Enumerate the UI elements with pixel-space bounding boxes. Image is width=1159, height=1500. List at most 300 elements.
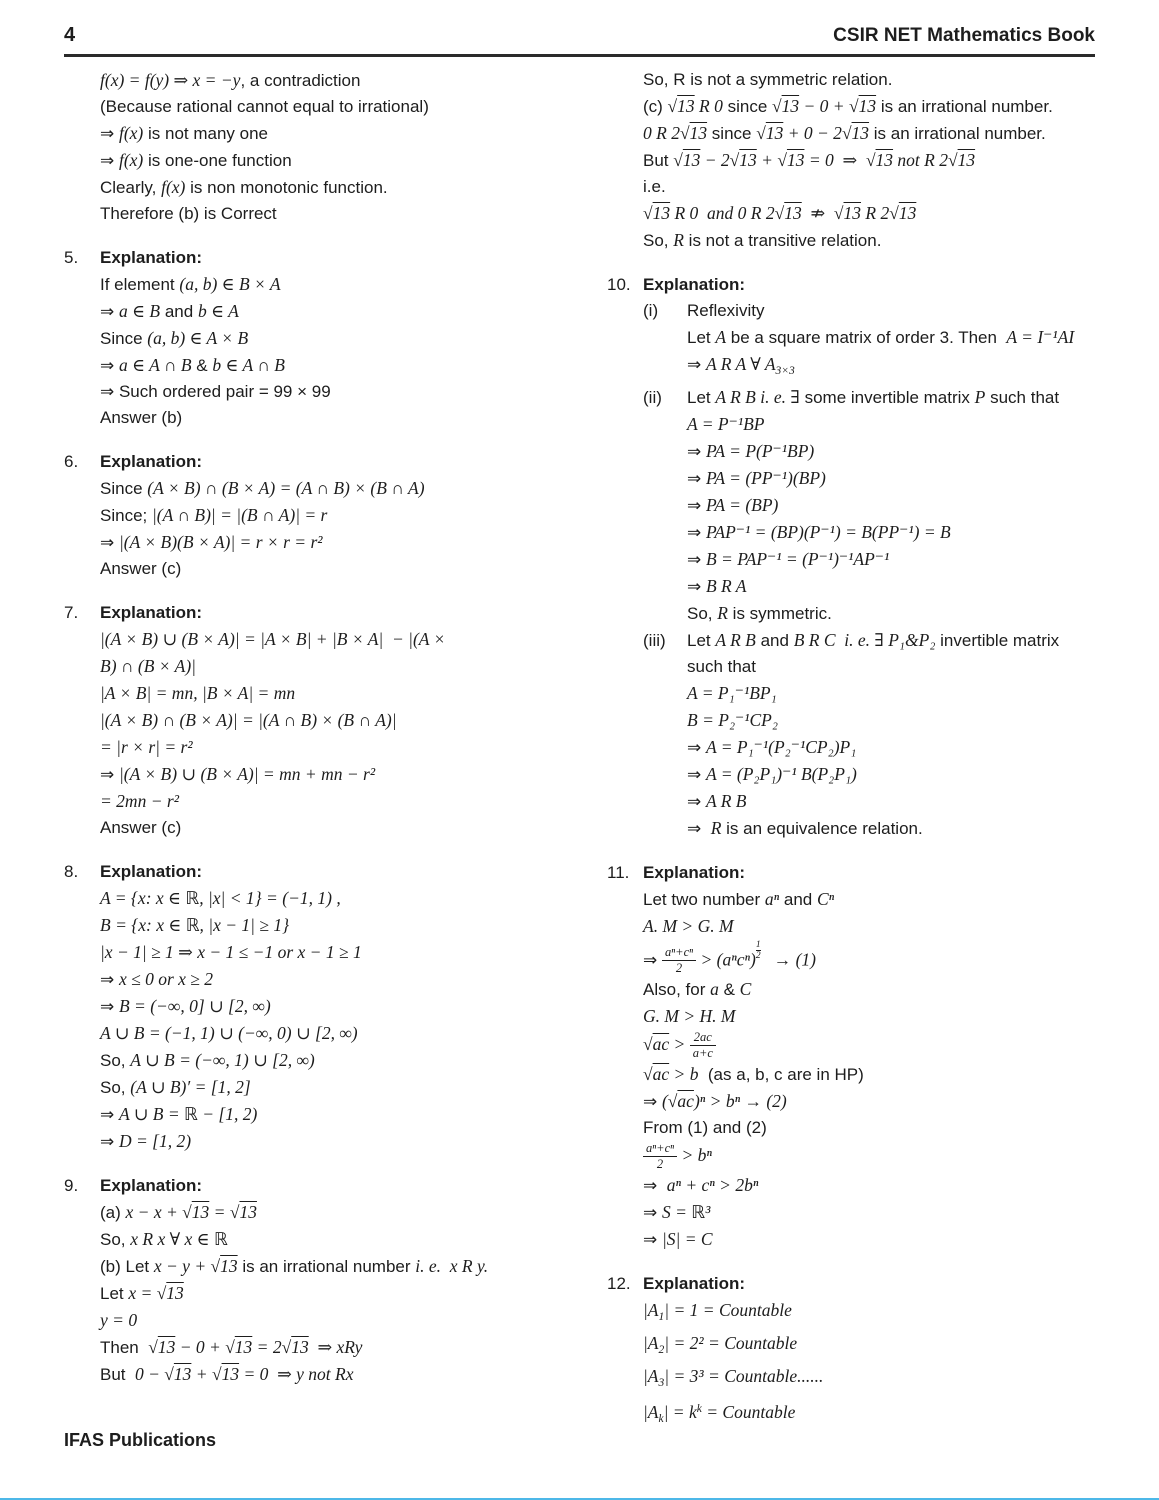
text-line xyxy=(643,976,1104,1003)
text-run: and xyxy=(779,890,817,909)
text-run: ⇒ xyxy=(643,1176,667,1196)
sqrt-radicand: 13 xyxy=(898,203,917,223)
fraction-denominator: 2 xyxy=(755,951,761,962)
sqrt-expression: √13 xyxy=(679,123,708,143)
math-run: b ∈ A ∩ B xyxy=(212,355,285,375)
text-line xyxy=(643,886,1104,913)
text-line xyxy=(100,405,561,431)
text-run: ⇒ xyxy=(687,442,706,461)
sqrt-radicand: 13 xyxy=(157,1337,176,1357)
math-run: | = 3³ = Countable...... xyxy=(664,1366,824,1387)
text-line xyxy=(100,815,561,841)
math-run: B = P₂⁻¹CP₂ xyxy=(687,710,778,730)
math-run: f(x) xyxy=(118,123,144,143)
math-run: y = 0 xyxy=(100,1310,138,1330)
math-run: = 2mn − r² xyxy=(100,791,179,811)
sqrt-expression: √13 xyxy=(281,1337,309,1357)
text-run: From (1) and (2) xyxy=(643,1118,767,1138)
text-run: is one-one function xyxy=(143,151,292,170)
text-line xyxy=(100,1101,561,1128)
math-run: (a, b) ∈ B × A xyxy=(179,274,281,294)
text-run: is an irrational number. xyxy=(876,97,1053,116)
text-line xyxy=(643,120,1104,147)
text-run: ⇒ xyxy=(687,550,706,569)
text-line xyxy=(643,1061,1104,1088)
text-line xyxy=(643,627,1104,654)
text-line xyxy=(643,1003,1104,1030)
math-run: x = xyxy=(128,1283,157,1303)
math-run: = 0 ⇒ xyxy=(804,150,866,170)
text-run: Let xyxy=(100,1284,129,1303)
sqrt-radicand: 13 xyxy=(677,96,695,116)
section-number: 11. xyxy=(607,863,630,882)
math-run: |(A × B) ∪ (B × A)| = |A × B| + |B × A| xyxy=(100,629,384,649)
item-label: (i) xyxy=(643,301,659,320)
math-run: A = {x: x ∈ ℝ, |x| < 1} = (−1, 1) , xyxy=(100,888,341,908)
text-line xyxy=(100,1226,561,1253)
text-line xyxy=(100,1334,561,1361)
two-column-content xyxy=(64,67,1095,1432)
math-run: > b xyxy=(669,1064,699,1085)
math-run: = xyxy=(209,1202,230,1222)
math-run: + 0 − 2 xyxy=(783,123,842,143)
continued-block xyxy=(607,67,1104,254)
math-run: = Countable xyxy=(701,1402,796,1423)
text-run: since xyxy=(722,97,772,116)
math-run: 0 R 2 xyxy=(643,123,680,143)
text-run: (c) xyxy=(643,97,668,116)
text-line xyxy=(643,1330,1104,1363)
text-line xyxy=(643,351,1104,384)
sqrt-radicand: 13 xyxy=(291,1337,309,1357)
section-number: 9. xyxy=(64,1176,79,1195)
fraction-numerator: aⁿ+cⁿ xyxy=(646,1141,675,1156)
text-run: ⇒ xyxy=(100,533,119,552)
text-run: Let xyxy=(687,631,716,650)
sqrt-expression: √13 xyxy=(833,203,862,223)
text-run: Let two number xyxy=(643,890,765,909)
math-run: A R B i. e. ∃ xyxy=(715,387,800,407)
math-run: x − y + xyxy=(153,1256,211,1276)
sqrt-radicand: 13 xyxy=(221,1364,240,1384)
math-run: Cⁿ xyxy=(816,889,835,909)
section-10 xyxy=(607,272,1104,842)
sqrt-radicand: 13 xyxy=(234,1337,253,1357)
sqrt-radicand: 13 xyxy=(851,123,870,143)
text-line xyxy=(100,379,561,405)
math-run: R xyxy=(710,818,722,838)
sqrt-radicand: 13 xyxy=(689,123,708,143)
math-run: > xyxy=(669,1034,690,1055)
text-run: such that xyxy=(687,657,756,676)
text-line xyxy=(100,1361,561,1388)
text-run: ⇒ xyxy=(100,997,119,1016)
text-run: invertible matrix xyxy=(935,631,1060,650)
section-6 xyxy=(64,449,561,582)
text-run: Answer (c) xyxy=(100,818,182,837)
sqrt-expression: √13 xyxy=(225,1337,253,1357)
section-body xyxy=(100,1173,561,1388)
sqrt-radicand: 13 xyxy=(875,150,894,170)
math-run: PA = P(P⁻¹BP) xyxy=(705,441,815,461)
text-line xyxy=(643,1030,1104,1061)
text-line xyxy=(100,1074,561,1101)
text-line xyxy=(643,384,1104,411)
text-line xyxy=(643,93,1104,120)
math-run: |S| = C xyxy=(661,1229,713,1250)
math-run: |x − 1| ≥ 1 ⇒ x − 1 ≤ −1 or x − 1 ≥ 1 xyxy=(100,942,362,962)
page-number: 4 xyxy=(64,24,76,46)
fraction-numerator: 1 xyxy=(755,940,761,950)
text-run: ⇒ xyxy=(100,151,119,170)
text-run: ⇒ xyxy=(100,970,119,989)
text-line xyxy=(100,1128,561,1155)
sqrt-radicand: 13 xyxy=(843,203,862,223)
math-run: + xyxy=(191,1364,212,1384)
text-run: since xyxy=(707,124,757,143)
text-run: So, xyxy=(643,231,674,250)
text-run: So, R is not a symmetric relation. xyxy=(643,70,893,89)
math-run: − |(A × xyxy=(383,629,446,649)
text-run: But xyxy=(100,1365,135,1384)
math-run: B = PAP⁻¹ = (P⁻¹)⁻¹AP⁻¹ xyxy=(705,549,890,569)
sqrt-radicand: ac xyxy=(652,1034,670,1055)
math-run: A ∪ B = (−∞, 1) ∪ [2, ∞) xyxy=(130,1050,315,1070)
text-line xyxy=(643,788,1104,815)
text-line xyxy=(100,707,561,734)
math-run: = 0 ⇒ y not Rx xyxy=(239,1364,354,1384)
section-heading: Explanation: xyxy=(100,1176,203,1195)
sqrt-radicand: 13 xyxy=(957,150,976,170)
text-line xyxy=(643,654,1104,680)
text-run: Answer (c) xyxy=(100,559,182,578)
section-number: 8. xyxy=(64,862,79,881)
text-run: But xyxy=(643,151,674,170)
text-line xyxy=(643,734,1104,761)
sqrt-radicand: 13 xyxy=(191,1202,210,1222)
math-run: |A xyxy=(643,1366,659,1387)
text-line xyxy=(643,940,1104,976)
subscript: 3 xyxy=(658,1377,665,1390)
math-run: R 2 xyxy=(861,203,890,223)
text-line xyxy=(643,1396,1104,1432)
text-line xyxy=(643,411,1104,438)
text-line xyxy=(100,912,561,939)
text-line xyxy=(100,734,561,761)
text-run: is non monotonic function. xyxy=(185,178,388,197)
sqrt-radicand: 13 xyxy=(784,203,802,223)
text-line xyxy=(100,1199,561,1226)
text-run: ⇒ xyxy=(643,1092,662,1112)
right-column xyxy=(607,67,1104,1432)
math-run: ( xyxy=(661,1091,668,1112)
text-run: ⇒ xyxy=(687,765,706,784)
section-heading: Explanation: xyxy=(100,862,203,881)
math-run: | = 2² = Countable xyxy=(664,1333,798,1354)
text-line xyxy=(100,1253,561,1280)
text-run: If element xyxy=(100,275,180,294)
math-run: A ∪ B = ℝ − [1, 2) xyxy=(118,1104,258,1124)
page-header xyxy=(64,0,1095,57)
text-run: & xyxy=(191,356,213,375)
subscript: 2 xyxy=(658,1344,665,1357)
math-run: C xyxy=(739,979,752,1000)
math-run: P xyxy=(974,387,986,407)
text-line xyxy=(100,761,561,788)
section-number: 7. xyxy=(64,603,79,622)
text-run: is not a transitive relation. xyxy=(683,231,882,250)
sqrt-expression: √13 xyxy=(182,1202,210,1222)
sqrt-expression: √13 xyxy=(848,96,877,116)
section-7 xyxy=(64,600,561,841)
text-line xyxy=(643,1297,1104,1330)
math-run: |(A × B) ∩ (B × A)| = |(A ∩ B) × (B ∩ A)| xyxy=(100,710,397,730)
text-run: (b) Let xyxy=(100,1257,154,1276)
section-number: 5. xyxy=(64,248,79,267)
text-line xyxy=(100,966,561,993)
text-run: is an equivalence relation. xyxy=(721,819,923,838)
section-body xyxy=(100,600,561,841)
math-run: A ∪ B = (−1, 1) ∪ (−∞, 0) ∪ [2, ∞) xyxy=(100,1023,358,1043)
math-run: f(x) xyxy=(161,177,186,197)
left-column xyxy=(64,67,561,1432)
sqrt-radicand: 13 xyxy=(781,96,800,116)
section-heading: Explanation: xyxy=(643,1274,746,1294)
text-line xyxy=(100,475,561,502)
text-run: ⇒ xyxy=(100,124,119,143)
math-run: ⇏ xyxy=(801,203,834,223)
text-run: ⇒ xyxy=(100,356,119,375)
text-run: Let xyxy=(687,388,716,407)
fraction-denominator: 2 xyxy=(643,1156,677,1172)
text-line xyxy=(100,1047,561,1074)
math-run: x R x ∀ x ∈ ℝ xyxy=(130,1229,228,1249)
math-run: not R 2 xyxy=(893,150,948,170)
text-run: ⇒ xyxy=(687,792,706,811)
sqrt-expression: √13 xyxy=(156,1283,184,1303)
text-run: is an irrational number xyxy=(237,1257,416,1276)
section-9 xyxy=(64,1173,561,1388)
text-line xyxy=(100,939,561,966)
section-body xyxy=(100,449,561,582)
math-run: |A × B| = mn, |B × A| = mn xyxy=(100,683,296,703)
math-run: G. M > H. M xyxy=(643,1006,736,1027)
text-run: ⇒ xyxy=(100,1105,119,1124)
math-run: A R B xyxy=(715,630,756,650)
math-run: a xyxy=(710,979,719,1000)
text-line xyxy=(643,600,1104,627)
math-run: A = P⁻¹BP xyxy=(687,414,765,434)
text-run: some invertible matrix xyxy=(799,388,975,407)
math-run: |(A ∩ B)| = |(B ∩ A)| = r xyxy=(151,505,328,525)
text-line xyxy=(643,1141,1104,1172)
text-line xyxy=(100,626,561,653)
sqrt-radicand: ac xyxy=(652,1064,670,1085)
sqrt-expression: √13 xyxy=(947,150,976,170)
math-run: 0 − xyxy=(134,1364,165,1384)
text-run: Answer (b) xyxy=(100,408,183,427)
math-run: = |r × r| = r² xyxy=(100,737,193,757)
text-run: So, xyxy=(100,1230,131,1249)
math-run: f(x) = f(y) ⇒ x = −y xyxy=(100,70,241,90)
math-run: B = (−∞, 0] ∪ [2, ∞) xyxy=(118,996,271,1016)
sqrt-expression: √13 xyxy=(229,1202,257,1222)
fraction xyxy=(690,1030,716,1061)
section-body xyxy=(100,859,561,1155)
math-run: ⇒ xRy xyxy=(308,1337,363,1357)
section-heading: Explanation: xyxy=(643,863,746,882)
text-line xyxy=(643,492,1104,519)
sqrt-expression: √13 xyxy=(148,1337,176,1357)
sqrt-radicand: 13 xyxy=(220,1256,238,1276)
text-line xyxy=(643,227,1104,254)
text-run: ⇒ xyxy=(687,577,706,596)
math-run: > bⁿ xyxy=(677,1145,712,1166)
math-run: − 2 xyxy=(700,150,730,170)
text-line xyxy=(100,94,561,120)
text-run: Clearly, xyxy=(100,178,162,197)
section-heading: Explanation: xyxy=(100,603,203,622)
text-run: ⇒ xyxy=(100,1132,119,1151)
fraction-numerator: aⁿ+cⁿ xyxy=(664,945,694,960)
text-run: Since xyxy=(100,329,148,348)
item-label: (iii) xyxy=(643,631,666,650)
math-run: | = 1 = Countable xyxy=(664,1300,792,1321)
text-line xyxy=(643,174,1104,200)
section-number xyxy=(607,67,643,254)
text-run: such that xyxy=(985,388,1060,407)
math-run: > (aⁿcⁿ) xyxy=(696,949,756,970)
math-run: − 0 + xyxy=(799,96,849,116)
section-12 xyxy=(607,1271,1104,1432)
math-run: | = k xyxy=(663,1402,697,1423)
text-run: So, xyxy=(100,1078,131,1097)
section-number: 10. xyxy=(607,275,631,294)
subscript: 1 xyxy=(658,1311,665,1324)
text-line xyxy=(100,502,561,529)
math-run: A = P₁⁻¹(P₂⁻¹CP₂)P₁ xyxy=(705,737,857,757)
text-run: ⇒ xyxy=(687,355,706,374)
math-run: A R A ∀ A xyxy=(705,354,776,374)
text-line xyxy=(100,680,561,707)
text-run: ⇒ Such ordered pair xyxy=(100,382,259,401)
text-line xyxy=(100,529,561,556)
subscript: k xyxy=(658,1413,664,1426)
text-run: Reflexivity xyxy=(687,301,765,320)
math-run: PA = (PP⁻¹)(BP) xyxy=(705,468,826,488)
text-run: ⇒ xyxy=(100,765,119,784)
text-line xyxy=(643,200,1104,227)
math-run: − 0 + xyxy=(175,1337,226,1357)
section-heading: Explanation: xyxy=(643,275,746,294)
math-run: a ∈ B xyxy=(118,301,161,321)
text-line xyxy=(643,815,1104,842)
math-run: x ≤ 0 or x ≥ 2 xyxy=(118,969,214,989)
text-run: = 99 × 99 xyxy=(258,382,331,401)
math-run: |(A × B) ∪ (B × A)| = mn + mn − r² xyxy=(118,764,376,784)
text-line xyxy=(643,1226,1104,1253)
text-run: is not many one xyxy=(143,124,269,143)
sqrt-expression: √ac xyxy=(643,1064,670,1085)
text-line xyxy=(100,788,561,815)
text-run: Since xyxy=(100,479,148,498)
text-run: ⇒ xyxy=(687,523,706,542)
item-label: (ii) xyxy=(643,388,662,407)
text-run: (Because rational cannot equal to irrational) xyxy=(100,97,429,116)
math-run: R xyxy=(717,603,728,623)
text-line xyxy=(643,519,1104,546)
text-line xyxy=(100,298,561,325)
math-run: A R B xyxy=(705,791,747,811)
text-line xyxy=(100,1280,561,1307)
text-line xyxy=(643,147,1104,174)
sqrt-expression: √13 xyxy=(777,150,805,170)
math-run: a ∈ A ∩ B xyxy=(118,355,192,375)
section-heading: Explanation: xyxy=(100,452,203,471)
text-run: Then xyxy=(100,1338,149,1357)
math-run: R xyxy=(673,230,684,250)
math-run: R 0 and 0 R 2 xyxy=(670,203,775,223)
section-body xyxy=(643,860,1104,1253)
text-line xyxy=(100,885,561,912)
text-run: ⇒ xyxy=(643,1230,662,1250)
text-line xyxy=(100,174,561,201)
text-run: ⇒ xyxy=(100,302,119,321)
text-line xyxy=(643,546,1104,573)
text-line xyxy=(100,1307,561,1334)
text-line xyxy=(643,707,1104,734)
text-line xyxy=(100,653,561,680)
text-run: is an irrational number. xyxy=(869,124,1046,143)
sqrt-expression: √13 xyxy=(841,123,870,143)
text-run: Let xyxy=(687,328,716,347)
text-line xyxy=(643,913,1104,940)
sqrt-radicand: 13 xyxy=(858,96,877,116)
text-line xyxy=(100,120,561,147)
section-body xyxy=(100,67,561,227)
math-run: B R C i. e. ∃ P₁&P₂ xyxy=(793,630,936,650)
sqrt-radicand: ac xyxy=(677,1091,694,1112)
subscript: 3×3 xyxy=(775,365,795,377)
sqrt-expression: √ac xyxy=(667,1091,694,1112)
section-number: 12. xyxy=(607,1274,631,1294)
publisher-footer: IFAS Publications xyxy=(64,1430,217,1450)
math-run: S = ℝ³ xyxy=(661,1202,711,1223)
text-line xyxy=(100,201,561,227)
text-run: ⇒ xyxy=(687,738,706,757)
text-line xyxy=(100,325,561,352)
math-run: |A xyxy=(643,1333,659,1354)
math-run: )ⁿ > bⁿ → (2) xyxy=(693,1091,787,1112)
math-run: → (1) xyxy=(760,949,816,970)
text-line xyxy=(643,438,1104,465)
text-line xyxy=(100,556,561,582)
math-run: PA = (BP) xyxy=(705,495,779,515)
text-run: , a contradiction xyxy=(240,71,361,90)
text-run: ⇒ xyxy=(687,496,706,515)
text-line xyxy=(100,67,561,94)
math-run: (A ∪ B)′ = [1, 2] xyxy=(130,1077,251,1097)
fraction xyxy=(643,1141,677,1172)
text-run: be a square matrix of order 3. Then xyxy=(726,328,1007,347)
text-line xyxy=(643,680,1104,707)
fraction-denominator: a+c xyxy=(690,1045,716,1061)
sqrt-expression: √13 xyxy=(774,203,802,223)
text-run: ⇒ xyxy=(643,950,662,970)
text-line xyxy=(643,573,1104,600)
text-run: i.e. xyxy=(643,177,666,196)
section-number: 6. xyxy=(64,452,79,471)
